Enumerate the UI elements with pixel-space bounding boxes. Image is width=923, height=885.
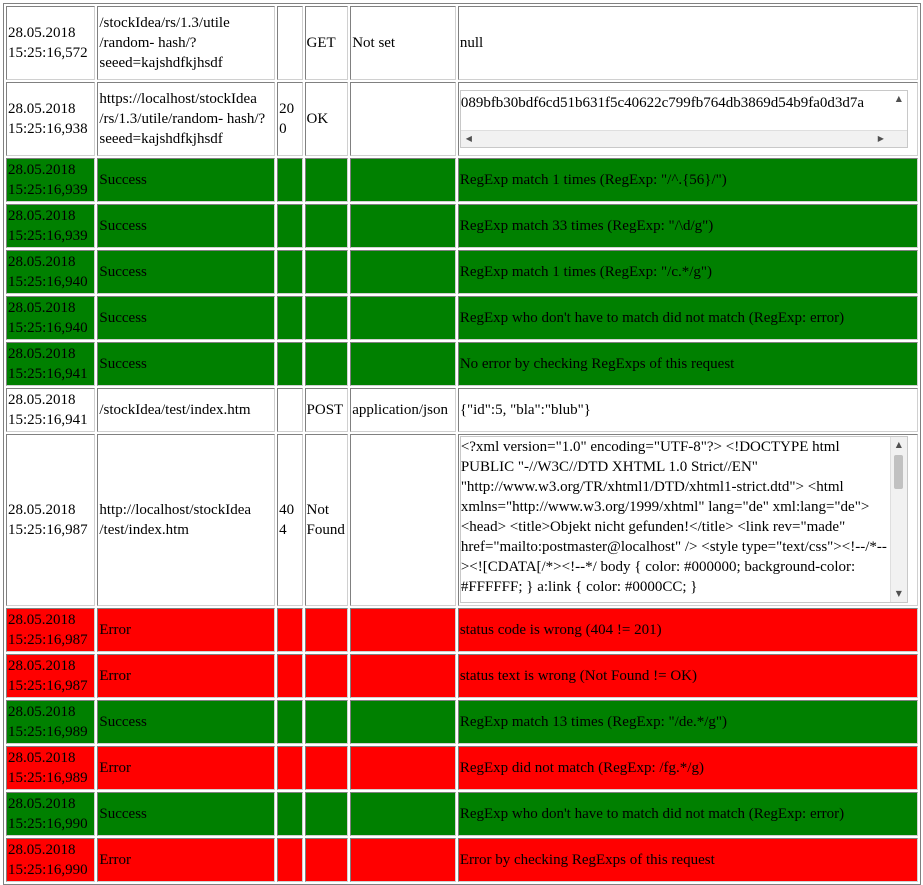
method-cell: GET xyxy=(305,6,349,80)
timestamp-cell: 28.05.2018 15:25:16,938 xyxy=(6,82,95,156)
scrollbar-thumb[interactable] xyxy=(894,455,903,489)
scroll-down-arrow-icon[interactable]: ▼ xyxy=(895,589,902,598)
result-label: Success xyxy=(97,296,275,340)
result-label: Error xyxy=(97,608,275,652)
success-row xyxy=(6,700,918,744)
result-message: No error by checking RegExps of this request xyxy=(458,342,918,386)
url-cell: http://localhost/stockIdea /test/index.htm xyxy=(97,434,275,606)
result-label: Success xyxy=(97,792,275,836)
vertical-scrollbar[interactable] xyxy=(890,437,907,602)
result-label: Error xyxy=(97,746,275,790)
timestamp-cell: 28.05.2018 15:25:16,987 xyxy=(6,434,95,606)
content-type-cell: Not set xyxy=(350,6,456,80)
timestamp-cell: 28.05.2018 15:25:16,939 xyxy=(6,204,95,248)
url-cell: https://localhost/stockIdea /rs/1.3/utile/random- hash/?seeed=kajshdfkjhsdf xyxy=(97,82,275,156)
response-body-text: <?xml version="1.0" encoding="UTF-8"?> <!DOCTYPE html PUBLIC "-//W3C//DTD XHTML 1.0 Strict//EN" "http://www.w3.org/TR/xhtml1/DTD/xhtml1-strict.dtd"> <html xmlns="http://www.w3.org/1999/xhtml" lang="de" xml:lang="de"> <head> <title>Objekt nicht gefunden!</title> <link rev="made" href="mailto:postmaster@localhost" /> <style type="text/css"><!--/*--><![CDATA[/*><!--*/ body { color: #000000; background-color: #FFFFFF; } a:link { color: #0000CC; } xyxy=(460,439,887,595)
timestamp-cell: 28.05.2018 15:25:16,940 xyxy=(6,296,95,340)
request-row xyxy=(6,388,918,432)
timestamp-cell: 28.05.2018 15:25:16,987 xyxy=(6,654,95,698)
error-row xyxy=(6,838,918,882)
result-label: Success xyxy=(97,250,275,294)
timestamp-cell: 28.05.2018 15:25:16,987 xyxy=(6,608,95,652)
result-label: Success xyxy=(97,204,275,248)
response-body-box[interactable] xyxy=(460,436,908,603)
content-type-cell xyxy=(350,82,456,156)
status-text-cell: OK xyxy=(305,82,349,156)
result-label: Error xyxy=(97,654,275,698)
request-row xyxy=(6,6,918,80)
result-message: RegExp did not match (RegExp: /fg.*/g) xyxy=(458,746,918,790)
scroll-right-arrow-icon[interactable]: ▶ xyxy=(877,134,884,143)
error-row xyxy=(6,746,918,790)
content-type-cell: application/json xyxy=(350,388,456,432)
success-row xyxy=(6,204,918,248)
success-row xyxy=(6,250,918,294)
timestamp-cell: 28.05.2018 15:25:16,989 xyxy=(6,746,95,790)
timestamp-cell: 28.05.2018 15:25:16,941 xyxy=(6,388,95,432)
timestamp-cell: 28.05.2018 15:25:16,939 xyxy=(6,158,95,202)
scroll-up-arrow-icon[interactable]: ▲ xyxy=(895,440,902,449)
result-message: Error by checking RegExps of this request xyxy=(458,838,918,882)
response-body-box[interactable] xyxy=(460,90,908,148)
body-cell: {"id":5, "bla":"blub"} xyxy=(458,388,918,432)
method-cell: POST xyxy=(305,388,349,432)
timestamp-cell: 28.05.2018 15:25:16,941 xyxy=(6,342,95,386)
timestamp-cell: 28.05.2018 15:25:16,989 xyxy=(6,700,95,744)
response-row xyxy=(6,82,918,156)
body-cell xyxy=(458,82,918,156)
timestamp-cell: 28.05.2018 15:25:16,990 xyxy=(6,838,95,882)
status-code-cell xyxy=(277,6,302,80)
content-type-cell xyxy=(350,434,456,606)
success-row xyxy=(6,296,918,340)
status-code-cell: 200 xyxy=(277,82,302,156)
result-label: Success xyxy=(97,342,275,386)
result-message: RegExp match 33 times (RegExp: "/\d/g") xyxy=(458,204,918,248)
success-row xyxy=(6,792,918,836)
success-row xyxy=(6,342,918,386)
result-label: Success xyxy=(97,158,275,202)
result-message: RegExp match 13 times (RegExp: "/de.*/g") xyxy=(458,700,918,744)
timestamp-cell: 28.05.2018 15:25:16,990 xyxy=(6,792,95,836)
result-message: RegExp who don't have to match did not match (RegExp: error) xyxy=(458,792,918,836)
body-cell xyxy=(458,434,918,606)
result-label: Success xyxy=(97,700,275,744)
response-body-text: 089bfb30bdf6cd51b631f5c40622c799fb764db3869d54b9fa0d3d7a xyxy=(460,95,865,111)
scroll-left-arrow-icon[interactable]: ◀ xyxy=(465,134,472,143)
result-message: RegExp who don't have to match did not match (RegExp: error) xyxy=(458,296,918,340)
timestamp-cell: 28.05.2018 15:25:16,572 xyxy=(6,6,95,80)
request-log-table xyxy=(3,3,921,885)
body-cell: null xyxy=(458,6,918,80)
response-row xyxy=(6,434,918,606)
error-row xyxy=(6,608,918,652)
result-message: status text is wrong (Not Found != OK) xyxy=(458,654,918,698)
result-label: Error xyxy=(97,838,275,882)
url-cell: /stockIdea/test/index.htm xyxy=(97,388,275,432)
result-message: RegExp match 1 times (RegExp: "/^.{56}/") xyxy=(458,158,918,202)
status-text-cell: Not Found xyxy=(305,434,349,606)
error-row xyxy=(6,654,918,698)
url-cell: /stockIdea/rs/1.3/utile /random- hash/?seeed=kajshdfkjhsdf xyxy=(97,6,275,80)
scroll-up-arrow-icon[interactable]: ▲ xyxy=(895,94,902,103)
success-row xyxy=(6,158,918,202)
status-code-cell: 404 xyxy=(277,434,302,606)
status-code-cell xyxy=(277,388,302,432)
timestamp-cell: 28.05.2018 15:25:16,940 xyxy=(6,250,95,294)
result-message: RegExp match 1 times (RegExp: "/c.*/g") xyxy=(458,250,918,294)
horizontal-scrollbar[interactable] xyxy=(461,130,907,147)
result-message: status code is wrong (404 != 201) xyxy=(458,608,918,652)
